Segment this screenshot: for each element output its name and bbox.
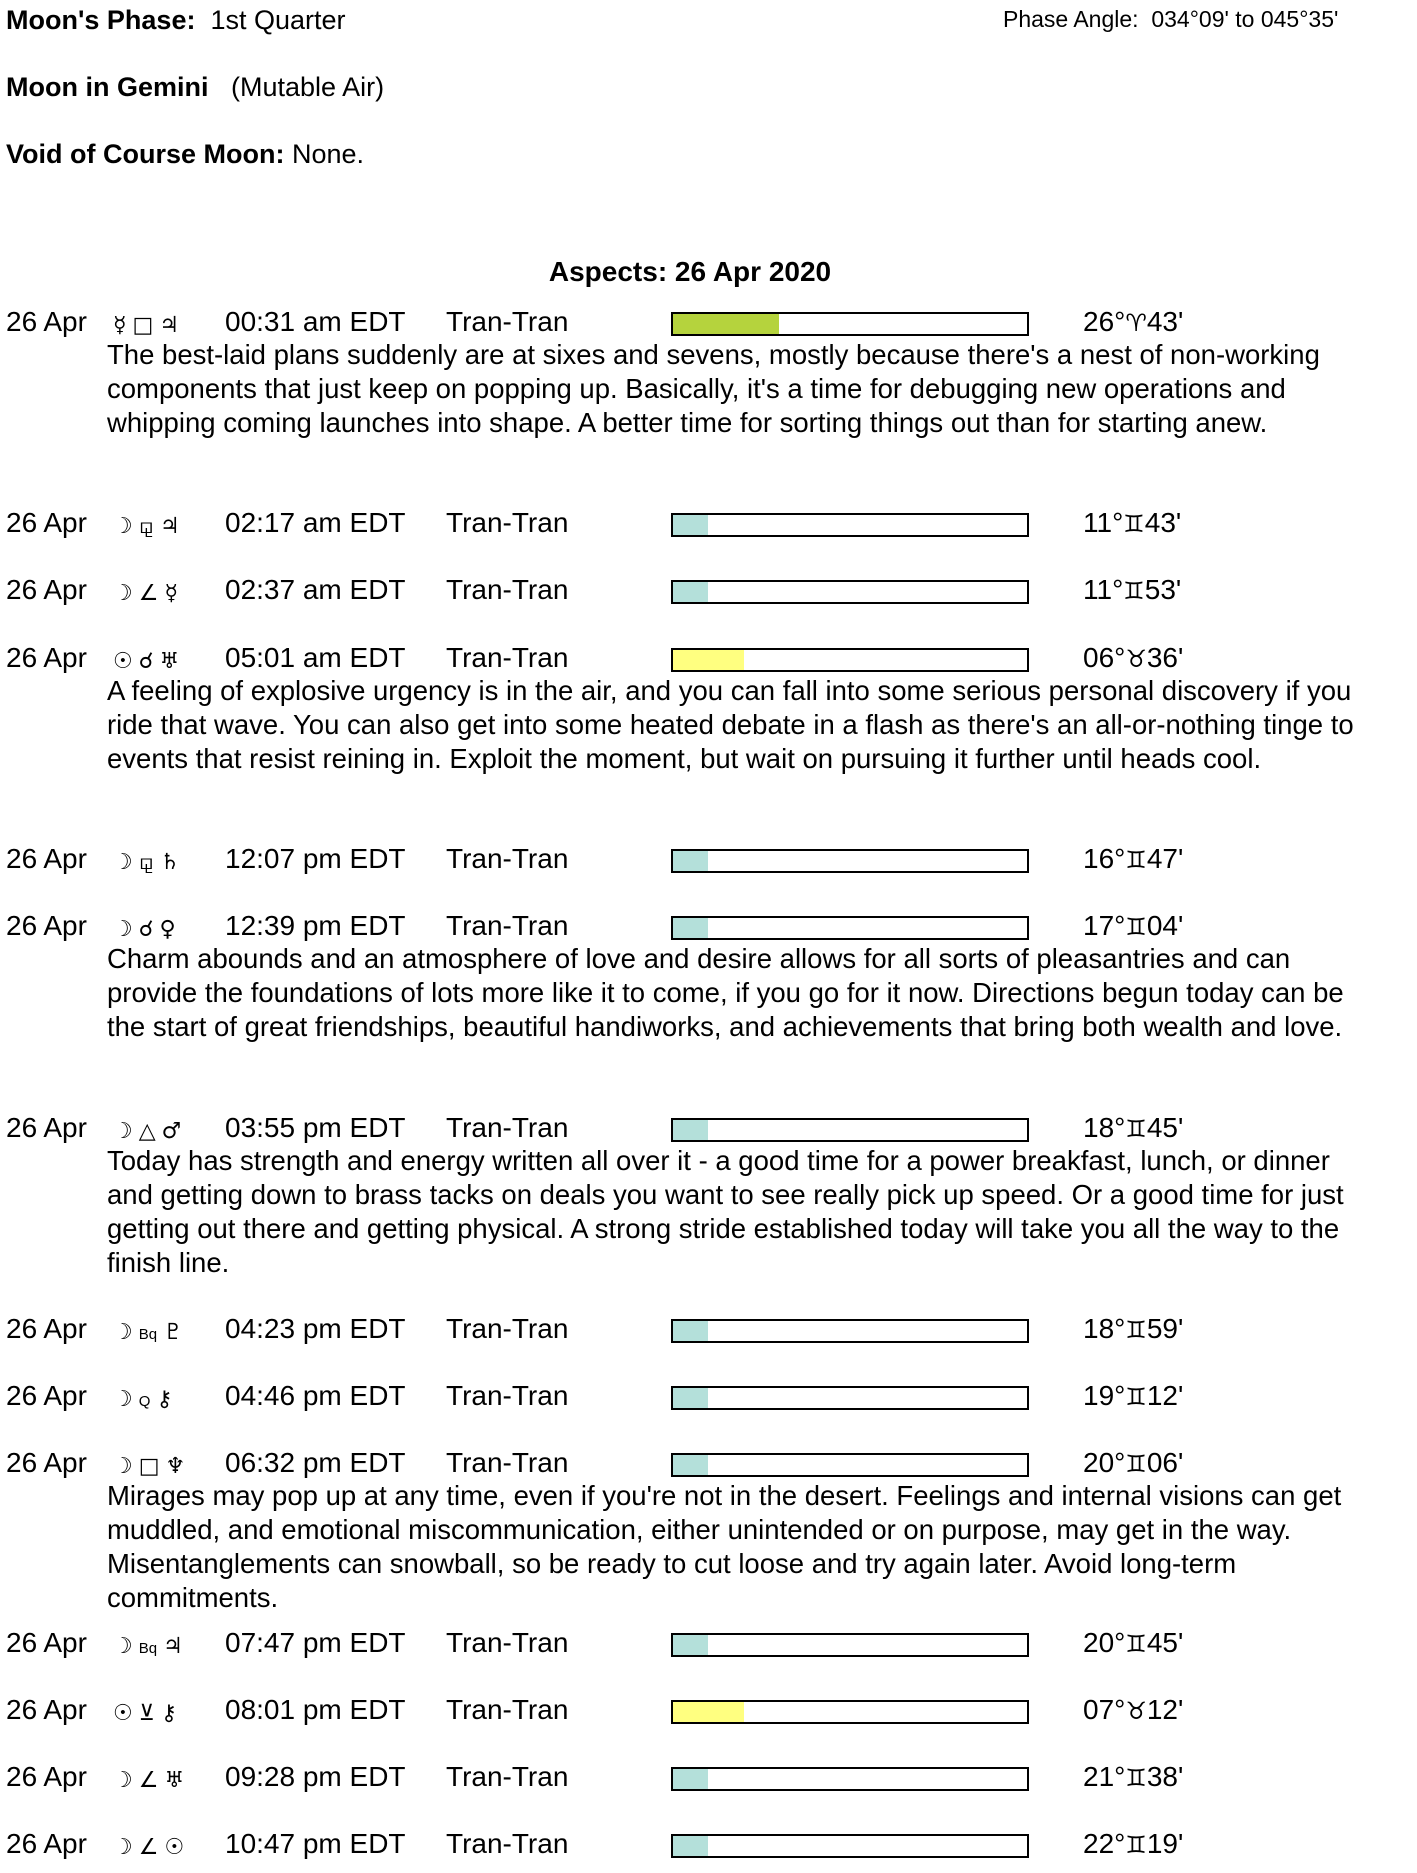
zodiac-sign-icon: ♉	[1125, 645, 1147, 673]
zodiac-position	[1083, 910, 1183, 942]
zodiac-position	[1083, 1313, 1183, 1345]
zodiac-sign-icon: ♊	[1125, 1316, 1147, 1344]
void-value: None.	[291, 139, 365, 169]
strength-bar-fill	[673, 515, 708, 535]
moon-phase-label: Moon's Phase:	[6, 5, 196, 35]
aspect-type: Tran-Tran	[446, 1380, 569, 1411]
strength-bar-fill	[673, 1635, 708, 1655]
planet-1-icon: ☽	[113, 1387, 133, 1412]
strength-bar-fill	[673, 1769, 708, 1789]
strength-bar	[671, 1319, 1029, 1343]
aspect-icon: ☌	[138, 649, 154, 674]
aspect-row	[0, 1380, 1417, 1420]
aspect-date: 26 Apr	[6, 574, 87, 605]
position-degrees: 18°	[1083, 1112, 1126, 1143]
position-degrees: 17°	[1083, 910, 1126, 941]
zodiac-sign-icon: ♊	[1125, 1831, 1147, 1859]
strength-bar-fill	[673, 1321, 708, 1341]
zodiac-position	[1083, 1447, 1183, 1479]
aspect-icon: □	[138, 1454, 160, 1479]
position-minutes: 12'	[1146, 1694, 1184, 1725]
aspect-icon: ☌	[138, 917, 154, 942]
phase-angle-value: 034°09' to 045°35'	[1151, 6, 1339, 32]
zodiac-sign-icon: ♊	[1125, 1115, 1147, 1143]
strength-bar	[671, 916, 1029, 940]
zodiac-position	[1083, 1828, 1183, 1860]
aspect-type: Tran-Tran	[446, 910, 569, 941]
zodiac-sign-icon: ♊	[1125, 1764, 1147, 1792]
strength-bar-fill	[673, 1388, 708, 1408]
moon-phase-line	[6, 5, 346, 36]
position-degrees: 11°	[1083, 574, 1124, 605]
aspect-row	[0, 574, 1417, 614]
aspect-type: Tran-Tran	[446, 1447, 569, 1478]
planet-1-icon: ☉	[113, 1701, 133, 1726]
aspect-row	[0, 1694, 1417, 1734]
zodiac-position	[1083, 1761, 1183, 1793]
zodiac-position	[1083, 642, 1183, 674]
zodiac-sign-icon: ♊	[1125, 1383, 1147, 1411]
moon-sign-line	[6, 72, 384, 103]
aspect-description: A feeling of explosive urgency is in the air, and you can fall into some serious personal discovery if you ride that wave. You can also get into some heated debate in a flash as there's an all-or-nothing tinge to events that resist reining in. Exploit the moment, but wait on pursuing it further until heads cool.	[107, 675, 1354, 774]
zodiac-position	[1083, 574, 1181, 606]
position-degrees: 18°	[1083, 1313, 1126, 1344]
strength-bar	[671, 648, 1029, 672]
aspect-date: 26 Apr	[6, 1761, 87, 1792]
aspect-type: Tran-Tran	[446, 1828, 569, 1859]
position-minutes: 43'	[1146, 306, 1184, 337]
strength-bar-fill	[673, 1120, 708, 1140]
aspect-row	[0, 1761, 1417, 1801]
aspect-row	[0, 1828, 1417, 1868]
aspect-time: 02:37 am EDT	[225, 574, 406, 605]
position-minutes: 04'	[1146, 910, 1184, 941]
planet-2-icon: ♃	[163, 1634, 183, 1659]
position-minutes: 45'	[1146, 1112, 1184, 1143]
planet-2-icon: ⚷	[160, 1701, 177, 1726]
aspect-date: 26 Apr	[6, 1828, 87, 1859]
zodiac-position	[1083, 1627, 1183, 1659]
planet-2-icon: ♇	[163, 1320, 183, 1345]
strength-bar-fill	[673, 1836, 708, 1856]
zodiac-position	[1083, 1380, 1183, 1412]
void-of-course-line	[6, 139, 364, 170]
zodiac-position	[1083, 1112, 1183, 1144]
strength-bar-fill	[673, 582, 708, 602]
aspect-time: 03:55 pm EDT	[225, 1112, 406, 1143]
void-label: Void of Course Moon:	[6, 139, 285, 169]
aspect-icon: ⚼	[138, 850, 154, 875]
planet-1-icon: ☽	[113, 581, 133, 606]
position-minutes: 47'	[1146, 843, 1184, 874]
planet-1-icon: ☽	[113, 1634, 133, 1659]
aspect-type: Tran-Tran	[446, 1313, 569, 1344]
strength-bar-fill	[673, 851, 708, 871]
aspect-glyphs	[113, 1694, 183, 1734]
planet-1-icon: ☽	[113, 1119, 133, 1144]
position-minutes: 19'	[1146, 1828, 1184, 1859]
strength-bar	[671, 849, 1029, 873]
zodiac-sign-icon: ♊	[1125, 913, 1147, 941]
aspect-time: 08:01 pm EDT	[225, 1694, 406, 1725]
aspect-type: Tran-Tran	[446, 1112, 569, 1143]
aspect-type: Tran-Tran	[446, 642, 569, 673]
zodiac-position	[1083, 843, 1183, 875]
strength-bar	[671, 1453, 1029, 1477]
aspect-date: 26 Apr	[6, 1694, 87, 1725]
aspect-icon: ∠	[138, 581, 159, 606]
aspect-time: 04:23 pm EDT	[225, 1313, 406, 1344]
position-degrees: 22°	[1083, 1828, 1126, 1859]
aspect-date: 26 Apr	[6, 1112, 87, 1143]
planet-2-icon: ♅	[159, 649, 180, 674]
aspect-glyphs	[113, 1313, 189, 1355]
strength-bar-fill	[673, 918, 708, 938]
aspect-description: Mirages may pop up at any time, even if you're not in the desert. Feelings and internal visions can get muddled, and emotional miscommunication, either unintended or on purpose, may get in the way. Misentanglements can snowball, so be ready to cut loose and try again later. Avoid long-term commitments.	[107, 1480, 1342, 1613]
aspect-type: Tran-Tran	[446, 843, 569, 874]
aspect-date: 26 Apr	[6, 1380, 87, 1411]
aspect-glyphs	[113, 507, 186, 547]
strength-bar	[671, 580, 1029, 604]
aspect-date: 26 Apr	[6, 642, 87, 673]
zodiac-sign-icon: ♊	[1125, 846, 1147, 874]
aspect-time: 07:47 pm EDT	[225, 1627, 406, 1658]
planet-1-icon: ☽	[113, 1320, 133, 1345]
aspect-glyphs	[113, 1761, 190, 1801]
planet-1-icon: ☽	[113, 917, 133, 942]
aspect-type: Tran-Tran	[446, 507, 569, 538]
aspect-row	[0, 843, 1417, 883]
position-minutes: 06'	[1146, 1447, 1184, 1478]
position-minutes: 53'	[1144, 574, 1182, 605]
strength-bar	[671, 312, 1029, 336]
aspect-icon: Bq	[138, 1640, 158, 1657]
zodiac-sign-icon: ♊	[1123, 510, 1145, 538]
aspect-icon: ∠	[138, 1835, 159, 1860]
planet-2-icon: ☉	[164, 1835, 185, 1860]
planet-2-icon: ♀	[159, 917, 176, 942]
aspect-row	[0, 1627, 1417, 1667]
strength-bar-fill	[673, 1455, 708, 1475]
aspect-date: 26 Apr	[6, 1447, 87, 1478]
position-minutes: 43'	[1144, 507, 1182, 538]
aspect-time: 02:17 am EDT	[225, 507, 406, 538]
aspect-row	[0, 507, 1417, 547]
aspect-date: 26 Apr	[6, 910, 87, 941]
aspect-icon: △	[138, 1119, 156, 1144]
strength-bar	[671, 1834, 1029, 1858]
aspect-date: 26 Apr	[6, 1627, 87, 1658]
aspect-glyphs	[113, 843, 186, 883]
zodiac-position	[1083, 306, 1183, 338]
aspect-glyphs	[113, 574, 184, 614]
zodiac-position	[1083, 507, 1181, 539]
aspect-icon: ⊻	[138, 1701, 155, 1726]
aspect-glyphs	[113, 1627, 189, 1669]
position-degrees: 21°	[1083, 1761, 1126, 1792]
planet-2-icon: ♅	[164, 1768, 185, 1793]
moon-sign-label: Moon in Gemini	[6, 72, 209, 102]
strength-bar-fill	[673, 650, 744, 670]
strength-bar	[671, 513, 1029, 537]
aspect-type: Tran-Tran	[446, 1627, 569, 1658]
position-degrees: 20°	[1083, 1447, 1126, 1478]
planet-1-icon: ☉	[113, 649, 133, 674]
aspect-date: 26 Apr	[6, 1313, 87, 1344]
aspect-date: 26 Apr	[6, 507, 87, 538]
aspect-description: Today has strength and energy written all over it - a good time for a power breakfast, lunch, or dinner and getting down to brass tacks on deals you want to see really pick up speed. Or a good time for just getting out there and getting physical. A strong stride established today will take you all the way to the finish line.	[107, 1145, 1344, 1278]
zodiac-sign-icon: ♈	[1125, 309, 1147, 337]
planet-2-icon: ♄	[159, 850, 180, 875]
aspect-description: The best-laid plans suddenly are at sixes and sevens, mostly because there's a nest of non-working components that just keep on popping up. Basically, it's a time for debugging new operations and whipping coming launches into shape. A better time for sorting things out than for starting anew.	[107, 339, 1320, 438]
aspect-icon: ∠	[138, 1768, 159, 1793]
zodiac-position	[1083, 1694, 1183, 1726]
strength-bar	[671, 1767, 1029, 1791]
position-degrees: 20°	[1083, 1627, 1126, 1658]
planet-2-icon: ♃	[159, 313, 180, 338]
zodiac-sign-icon: ♊	[1125, 1630, 1147, 1658]
aspect-time: 12:39 pm EDT	[225, 910, 406, 941]
aspect-date: 26 Apr	[6, 843, 87, 874]
position-minutes: 36'	[1146, 642, 1184, 673]
planet-1-icon: ☽	[113, 1768, 133, 1793]
position-degrees: 16°	[1083, 843, 1126, 874]
aspect-time: 04:46 pm EDT	[225, 1380, 406, 1411]
aspect-icon: ⚼	[138, 514, 154, 539]
planet-1-icon: ☽	[113, 514, 133, 539]
aspect-time: 10:47 pm EDT	[225, 1828, 406, 1859]
position-degrees: 11°	[1083, 507, 1124, 538]
planet-2-icon: ♂	[161, 1119, 182, 1144]
strength-bar	[671, 1633, 1029, 1657]
planet-2-icon: ☿	[164, 581, 178, 606]
position-minutes: 12'	[1146, 1380, 1184, 1411]
aspect-icon: Bq	[138, 1326, 158, 1343]
aspect-type: Tran-Tran	[446, 1761, 569, 1792]
zodiac-sign-icon: ♊	[1125, 1450, 1147, 1478]
aspect-time: 09:28 pm EDT	[225, 1761, 406, 1792]
aspect-row	[0, 1313, 1417, 1353]
zodiac-sign-icon: ♊	[1123, 577, 1145, 605]
phase-angle-label: Phase Angle:	[1003, 6, 1139, 32]
strength-bar-fill	[673, 1702, 744, 1722]
planet-1-icon: ☿	[113, 313, 127, 338]
position-minutes: 45'	[1146, 1627, 1184, 1658]
planet-1-icon: ☽	[113, 1835, 133, 1860]
aspect-icon: Q	[138, 1393, 151, 1410]
planet-2-icon: ⚷	[156, 1387, 173, 1412]
aspect-time: 12:07 pm EDT	[225, 843, 406, 874]
aspect-glyphs	[113, 1380, 179, 1422]
aspect-type: Tran-Tran	[446, 1694, 569, 1725]
position-degrees: 06°	[1083, 642, 1126, 673]
aspect-time: 05:01 am EDT	[225, 642, 406, 673]
strength-bar	[671, 1700, 1029, 1724]
aspect-date: 26 Apr	[6, 306, 87, 337]
aspect-type: Tran-Tran	[446, 574, 569, 605]
planet-2-icon: ♆	[165, 1454, 186, 1479]
moon-phase-value: 1st Quarter	[210, 5, 346, 35]
strength-bar	[671, 1118, 1029, 1142]
planet-1-icon: ☽	[113, 850, 133, 875]
aspect-icon: □	[132, 313, 154, 338]
planet-1-icon: ☽	[113, 1454, 133, 1479]
aspect-type: Tran-Tran	[446, 306, 569, 337]
planet-2-icon: ♃	[159, 514, 180, 539]
aspects-title: Aspects: 26 Apr 2020	[548, 256, 832, 287]
position-minutes: 59'	[1146, 1313, 1184, 1344]
aspect-time: 00:31 am EDT	[225, 306, 406, 337]
position-degrees: 26°	[1083, 306, 1126, 337]
zodiac-sign-icon: ♉	[1125, 1697, 1147, 1725]
position-degrees: 19°	[1083, 1380, 1126, 1411]
aspect-time: 06:32 pm EDT	[225, 1447, 406, 1478]
aspect-glyphs	[113, 1828, 190, 1868]
aspect-description: Charm abounds and an atmosphere of love and desire allows for all sorts of pleasantries and can provide the foundations of lots more like it to come, if you go for it now. Directions begun today can be the start of great friendships, beautiful handiworks, and achievements that bring both wealth and love.	[107, 943, 1344, 1042]
position-minutes: 38'	[1146, 1761, 1184, 1792]
strength-bar	[671, 1386, 1029, 1410]
position-degrees: 07°	[1083, 1694, 1126, 1725]
phase-angle	[1003, 6, 1338, 33]
strength-bar-fill	[673, 314, 779, 334]
moon-sign-value: (Mutable Air)	[231, 72, 385, 102]
